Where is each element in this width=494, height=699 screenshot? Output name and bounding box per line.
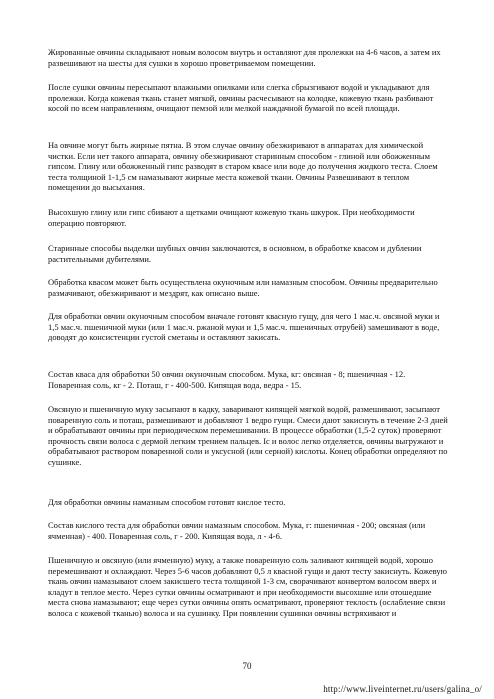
paragraph-12: Пшеничную и овсяную (или ячменную) муку, а также поваренную соль заливают кипящей водой, хорошо перемешивают и охлаждают. Через 5-6 часов добавляют 0,5 л квасной гущи и дают тесту закиснуть. Кожевую ткань овчин намазывают слоем закисшего теста толщиной 1-3 см, сворачивают конвертом волосом вверх и кладут в теплое место. Через сутки овчины осматривают и при необходимости высохшие или отошедшие места снова намазывают; еще через сутки овчины опять осматривают, проверяют теклость (ослабление связи волоса с кожевой тканью) волоса и на сушинку. При появлении сушинки овчины встряхивают и: [48, 555, 448, 618]
page-number: 70: [242, 661, 252, 671]
paragraph-10: Для обработки овчины намазным способом готовят кислое тесто.: [48, 497, 286, 507]
paragraph-5: Старинные способы выделки шубных овчин заключаются, в основном, в обработке квасом и дублении растительными дубителями.: [48, 243, 422, 264]
paragraph-11: Состав кислого теста для обработки овчин намазным способом. Мука, г: пшеничная - 200; овсяная (или ячменная) - 400. Поваренная соль, г - 200. Кипящая вода, л - 4-6.: [48, 520, 426, 541]
paragraph-3: На овчине могут быть жирные пятна. В этом случае овчину обезжиривают в аппаратах для химической чистки. Если нет такого аппарата, овчину обезжиривают старинным способом - глиной или обожженным гипсом. Глину или обожженный гипс разводят в старом квасе или воде до получения жидкого теста. Слоем теста толщиной 1-1,5 см намазывают жирные места кожевой ткани. Овчины Развешивают в теплом помещении до высыхания.: [48, 140, 438, 193]
paragraph-4: Высохшую глину или гипс сбивают а щетками очищают кожевую ткань шкурок. При необходимости операцию повторяют.: [48, 207, 415, 228]
paragraph-9: Овсяную и пшеничную муку засыпают в кадку, заваривают кипящей мягкой водой, размешивают, засыпают поваренную соль и поташ, размешивают и добавляют 1 ведро гущи. Смеси дают закиснуть в течение 2-3 дней и обрабатывают овчины при периодическом перемешивании. В процессе обработки (1,5-2 суток) проверяют прочность связи волоса с дермой легким трением пальцев. Iс и волос легко отделяется, овчины выгружают и обрабатывают раствором поваренной соли и уксусной (или серной) кислоты. Конец обработки определяют по сушинке.: [48, 404, 448, 467]
paragraph-1: Жированные овчины складывают новым волосом внутрь и оставляют для пролежки на 4-6 часов, а затем их развешивают на шесты для сушки в хорошо проветриваемом помещении.: [48, 47, 441, 68]
paragraph-2: После сушки овчины пересыпают влажными опилками или слегка сбрызгивают водой и укладывают для пролежки. Когда кожевая ткань станет мягкой, овчины расчесывают на колодке, кожевую ткань разбивают косой по всем направлениям, очищают пемзой или мелкой наждачной бумагой по всей площади.: [48, 82, 434, 114]
paragraph-8: Состав кваса для обработки 50 овчин окуночным способом. Мука, кг: овсяная - 8; пшеничная - 12. Поваренная соль, кг - 2. Поташ, г - 400-500. Кипящая вода, ведра - 15.: [48, 369, 406, 390]
paragraph-6: Обработка квасом может быть осуществлена окуночным или намазным способом. Овчины предварительно размачивают, обезжиривают и мездрят, как описано выше.: [48, 277, 438, 298]
watermark-url: http://www.liveinternet.ru/users/galina_o/: [323, 684, 482, 694]
paragraph-7: Для обработки овчин окуночным способом вначале готовят квасную гущу, для чего 1 мас.ч. овсяной муки и 1,5 мас.ч. пшеничной муки (или 1 мас.ч. ржаной муки и 1,5 мас.ч. пшеничных отрубей) замешивают в воде, доводят до консистенции густой сметаны и оставляют закисать.: [48, 311, 440, 343]
